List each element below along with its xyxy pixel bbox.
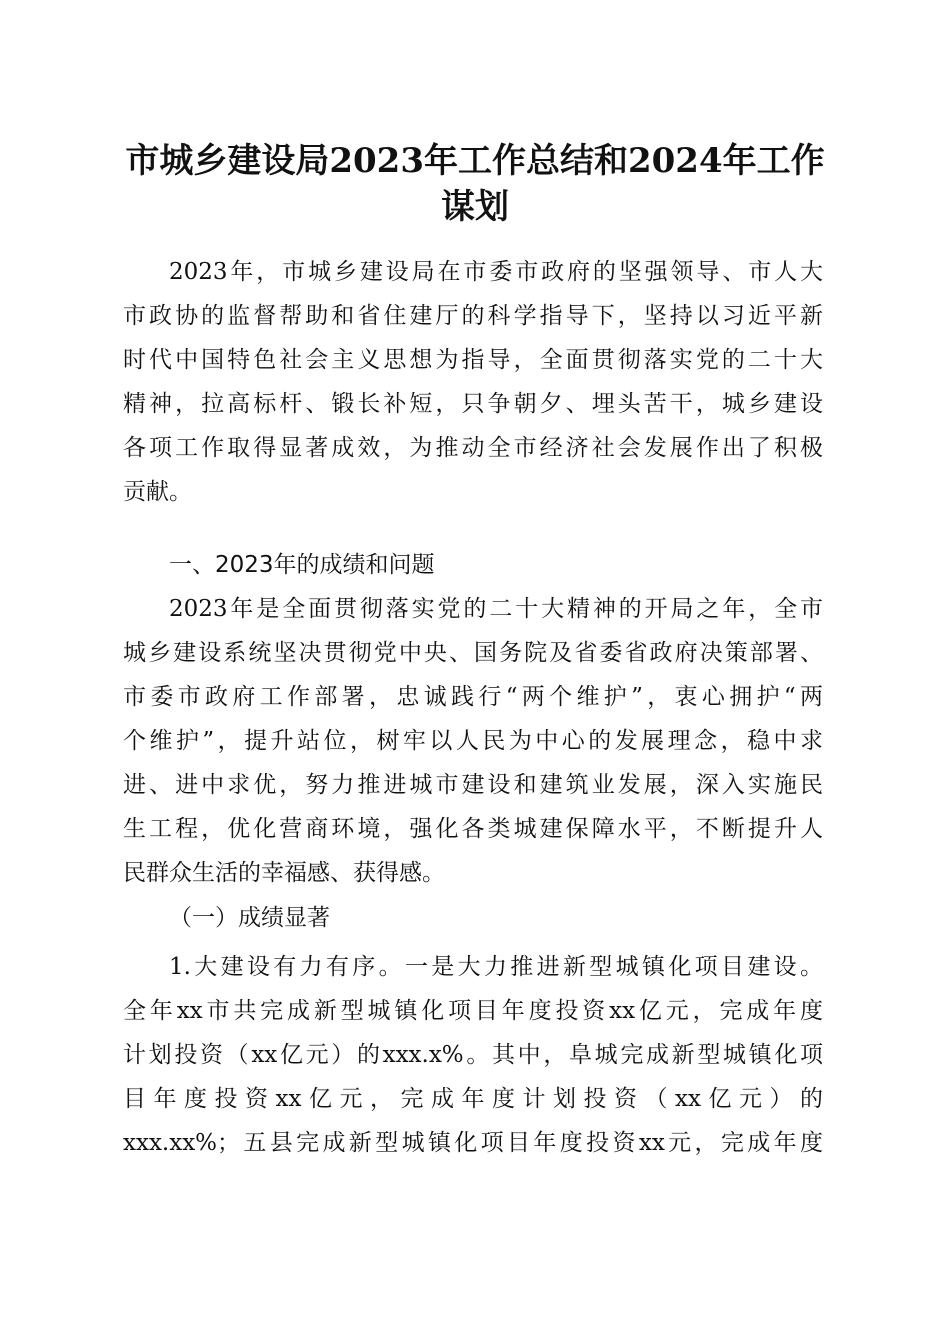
text-line: 精神，拉高标杆、锻长补短，只争朝夕、埋头苦干，城乡建设 xyxy=(123,391,823,417)
text-line: 2023年，市城乡建设局在市委市政府的坚强领导、市人大 xyxy=(169,259,823,285)
section-heading: 一、2023年的成绩和问题 xyxy=(169,552,435,578)
text-line: 2023年是全面贯彻落实党的二十大精神的开局之年，全市 xyxy=(169,596,823,622)
text-line: 市政协的监督帮助和省住建厅的科学指导下，坚持以习近平新 xyxy=(123,303,823,329)
text-line: 计划投资（xx亿元）的xxx.x%。其中，阜城完成新型城镇化项 xyxy=(123,1042,823,1068)
text-line: 目年度投资xx亿元，完成年度计划投资（xx亿元）的 xyxy=(123,1086,823,1112)
text-line: 城乡建设系统坚决贯彻党中央、国务院及省委省政府决策部署、 xyxy=(123,640,823,666)
text-line: 贡献。 xyxy=(123,479,192,505)
document-title xyxy=(100,138,850,230)
text-line: 个维护”，提升站位，树牢以人民为中心的发展理念，稳中求 xyxy=(123,728,823,754)
text-line: xxx.xx%；五县完成新型城镇化项目年度投资xx元，完成年度 xyxy=(123,1130,823,1156)
intro-paragraph xyxy=(123,250,823,514)
subsection-heading: （一）成绩显著 xyxy=(169,905,330,931)
item-paragraph xyxy=(123,945,823,1165)
text-line: 进、进中求优，努力推进城市建设和建筑业发展，深入实施民 xyxy=(123,772,823,798)
text-line: 各项工作取得显著成效，为推动全市经济社会发展作出了积极 xyxy=(123,435,823,461)
text-line: 民群众生活的幸福感、获得感。 xyxy=(123,860,445,886)
title-line: 谋划 xyxy=(441,187,509,227)
text-line: 1.大建设有力有序。一是大力推进新型城镇化项目建设。 xyxy=(169,954,823,980)
text-line: 生工程，优化营商环境，强化各类城建保障水平，不断提升人 xyxy=(123,816,823,842)
text-line: 市委市政府工作部署，忠诚践行“两个维护”，衷心拥护“两 xyxy=(123,684,823,710)
text-line: 全年xx市共完成新型城镇化项目年度投资xx亿元，完成年度 xyxy=(123,998,823,1024)
title-line: 市城乡建设局2023年工作总结和2024年工作 xyxy=(125,141,825,181)
text-line: 时代中国特色社会主义思想为指导，全面贯彻落实党的二十大 xyxy=(123,347,823,373)
section-paragraph xyxy=(123,587,823,895)
